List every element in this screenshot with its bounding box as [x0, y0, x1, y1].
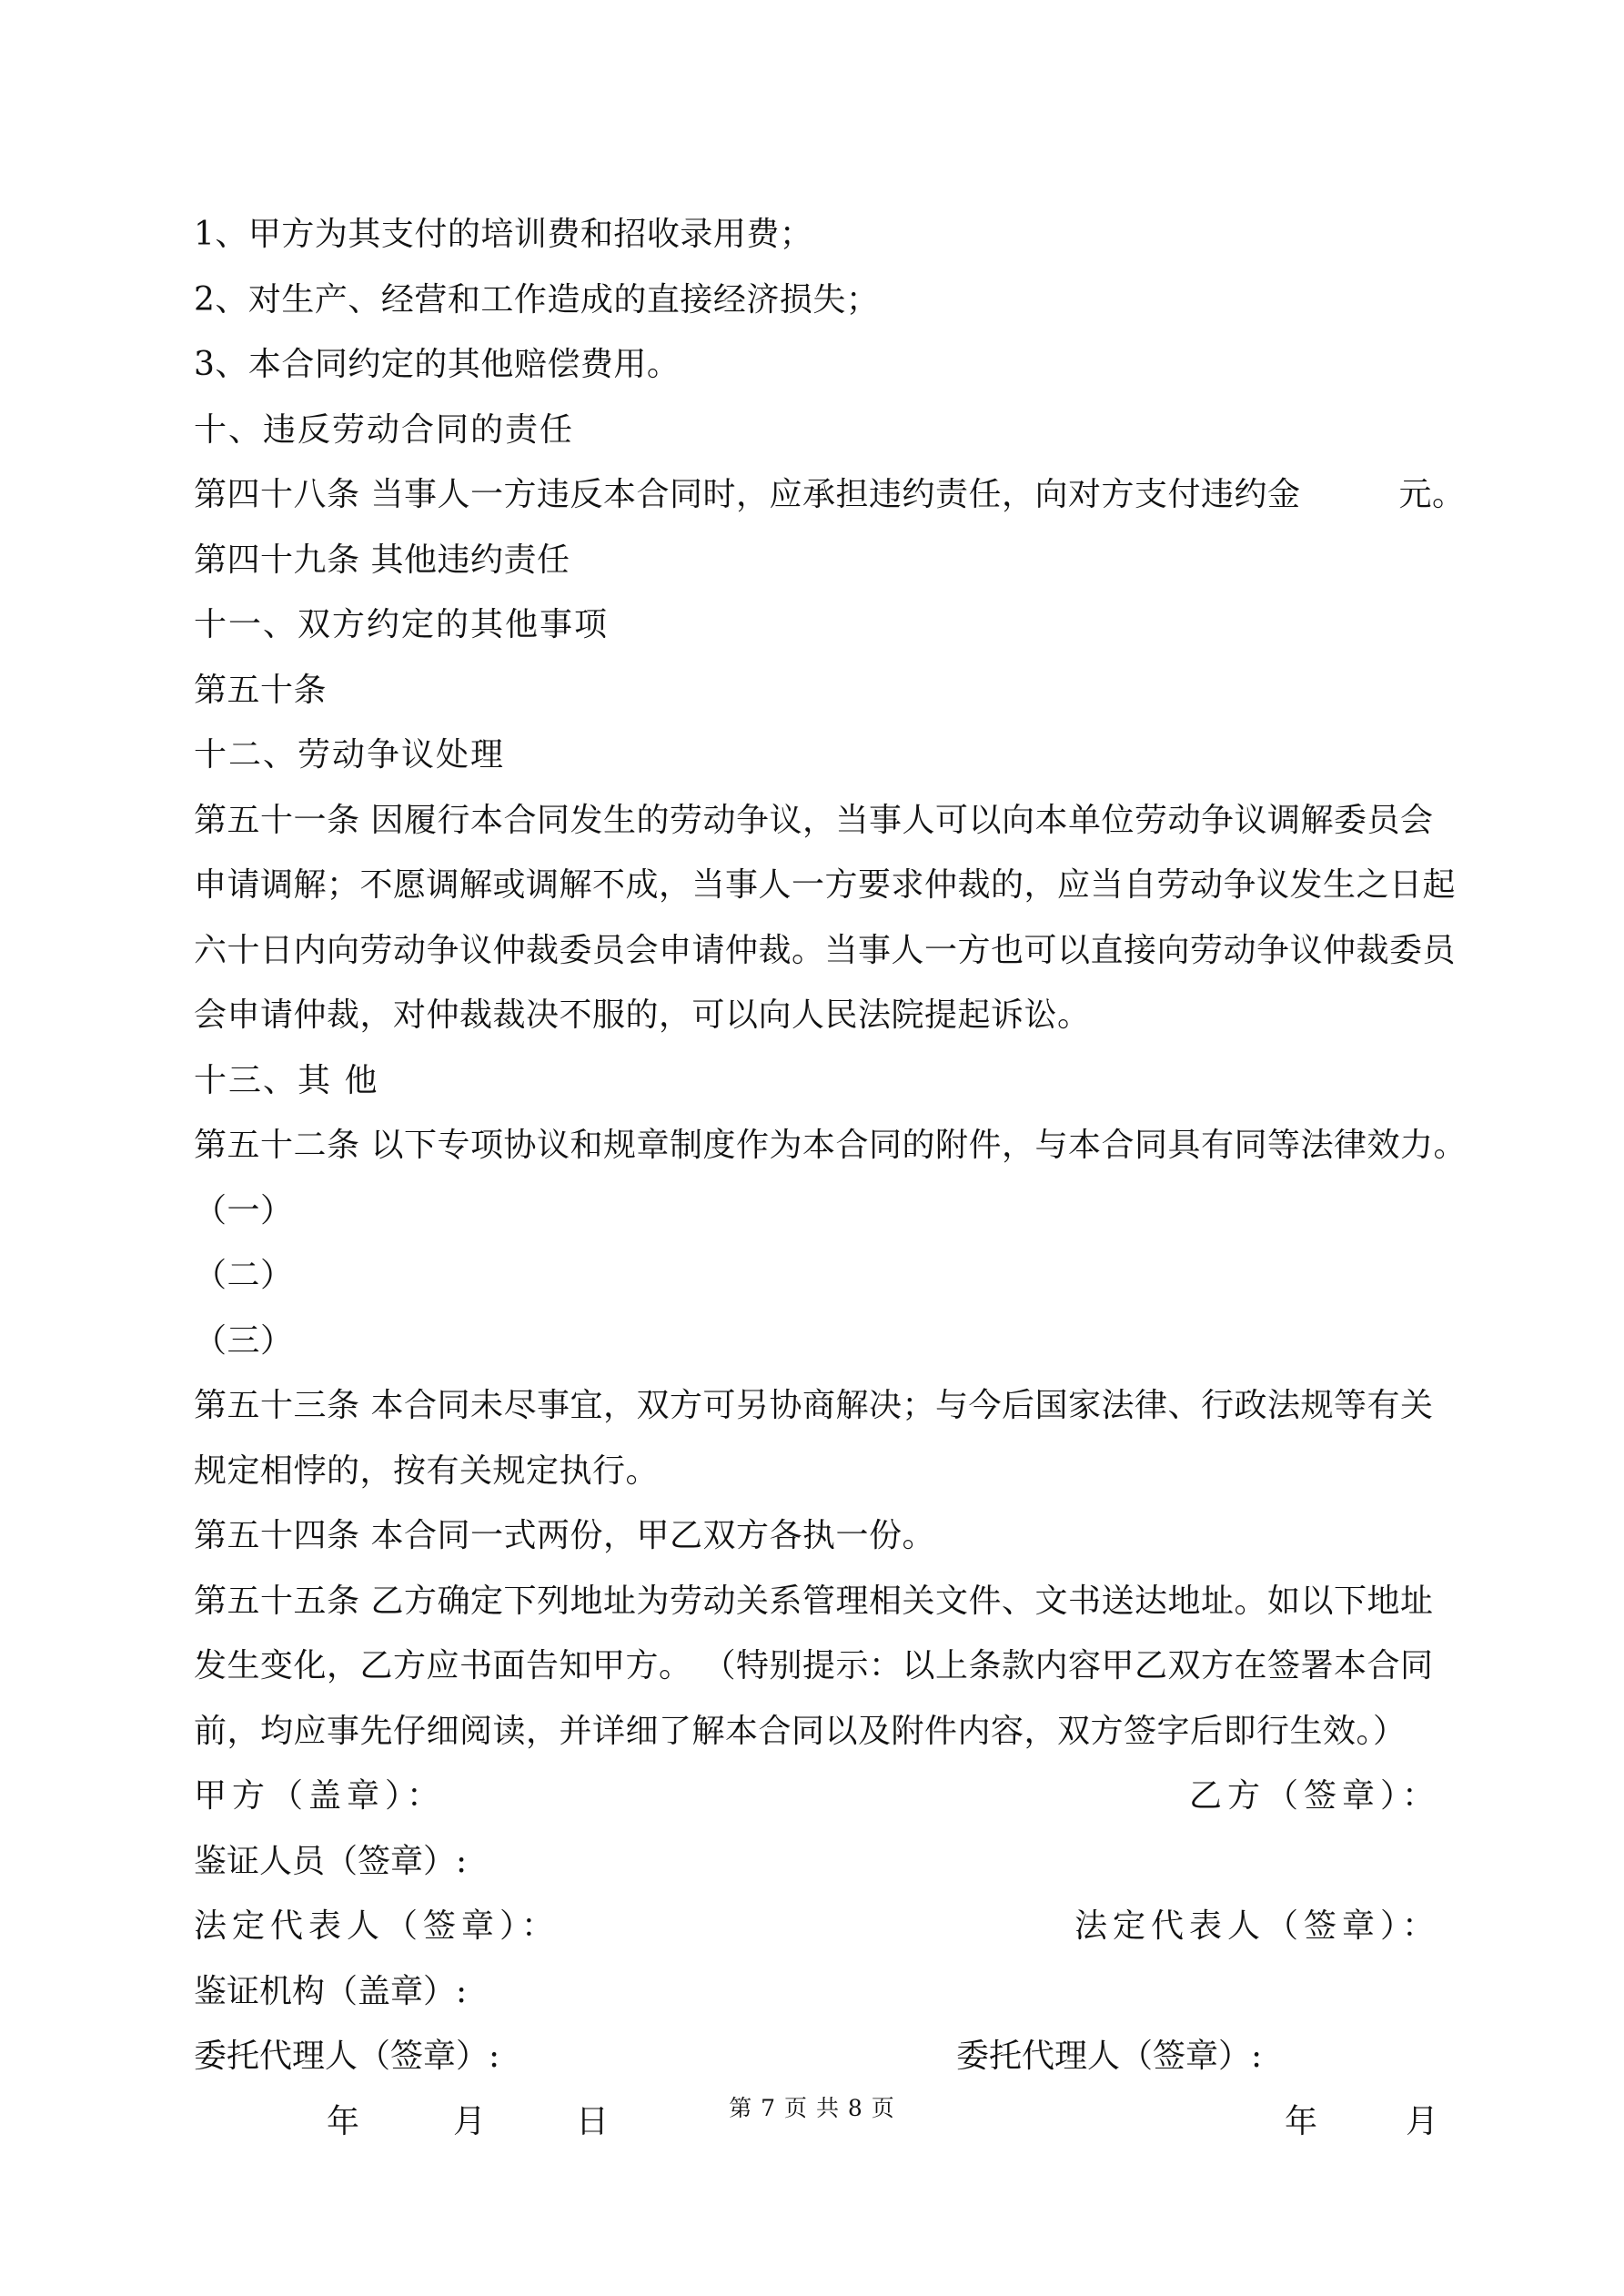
date-a-day: 日 [576, 2102, 610, 2140]
article-52: 第五十二条 以下专项协议和规章制度作为本合同的附件，与本合同具有同等法律效力。 [194, 1127, 1467, 1164]
signature-row-agency [194, 1959, 1440, 2025]
agency-seal-label: 鉴证机构（盖章）: [194, 1972, 468, 2010]
agent-b-label: 委托代理人（签章）: [956, 2038, 1263, 2075]
contract-body [194, 202, 1467, 2154]
article-55-line-1: 第五十五条 乙方确定下列地址为劳动关系管理相关文件、文书送达地址。如以下地址 [194, 1582, 1434, 1620]
section-heading-10: 十、违反劳动合同的责任 [194, 410, 575, 449]
article-48 [194, 462, 1466, 528]
attachment-item-2: （二） [194, 1257, 294, 1294]
page-number-footer: 第 7 页 共 8 页 [729, 2095, 895, 2121]
article-51-line-4: 会申请仲裁，对仲裁裁决不服的，可以向人民法院提起诉讼。 [194, 996, 1091, 1034]
article-55-line-2: 发生变化，乙方应书面告知甲方。 （特别提示：以上条款内容甲乙双方在签署本合同 [194, 1647, 1434, 1684]
attachment-item-3: （三） [194, 1321, 294, 1360]
signature-row-parties [194, 1764, 1440, 1829]
legal-rep-b-label: 法定代表人（签章）： [1074, 1907, 1440, 1945]
date-a-year: 年 [327, 2102, 360, 2140]
signature-row-agents [194, 2024, 1440, 2089]
signature-row-verifier [194, 1829, 1440, 1895]
article-51-line-3: 六十日内向劳动争议仲裁委员会申请仲裁。当事人一方也可以直接向劳动争议仲裁委员 [194, 931, 1457, 969]
clause-item-1: 1、甲方为其支付的培训费和招收录用费； [194, 216, 813, 253]
article-53-line-2: 规定相悖的，按有关规定执行。 [194, 1451, 660, 1490]
article-51-line-2: 申请调解；不愿调解或调解不成，当事人一方要求仲裁的，应当自劳动争议发生之日起 [194, 866, 1457, 904]
article-54: 第五十四条 本合同一式两份，甲乙双方各执一份。 [194, 1517, 935, 1554]
signature-row-legal-rep [194, 1894, 1440, 1959]
date-b-month: 月 [1406, 2102, 1439, 2140]
section-heading-12: 十二、劳动争议处理 [194, 736, 506, 774]
attachment-item-1: （一） [194, 1191, 294, 1229]
party-b-sign-label: 乙方（签章）： [1188, 1777, 1440, 1815]
article-49: 第四十九条 其他违约责任 [194, 541, 570, 579]
section-heading-11: 十一、双方约定的其他事项 [194, 606, 610, 643]
verifier-sign-label: 鉴证人员（签章）: [194, 1842, 468, 1880]
article-48-text: 第四十八条 当事人一方违反本合同时，应承担违约责任，向对方支付违约金 [194, 476, 1301, 513]
clause-item-3: 3、本合同约定的其他赔偿费用。 [194, 346, 681, 383]
agent-a-label: 委托代理人（签章）: [194, 2038, 500, 2075]
article-48-unit: 元。 [1398, 476, 1466, 513]
legal-rep-a-label: 法定代表人（签章）： [194, 1907, 560, 1945]
date-a-month: 月 [453, 2102, 487, 2140]
article-53-line-1: 第五十三条 本合同未尽事宜，双方可另协商解决；与今后国家法律、行政法规等有关 [194, 1387, 1434, 1424]
section-heading-13: 十三、其 他 [194, 1061, 379, 1099]
article-51-line-1: 第五十一条 因履行本合同发生的劳动争议，当事人可以向本单位劳动争议调解委员会 [194, 801, 1434, 839]
article-55-line-3: 前，均应事先仔细阅读，并详细了解本合同以及附件内容，双方签字后即行生效。） [194, 1712, 1407, 1750]
date-b-year: 年 [1285, 2102, 1318, 2140]
article-50: 第五十条 [194, 671, 328, 709]
party-a-seal-label: 甲方（盖章）： [194, 1777, 446, 1815]
clause-item-2: 2、对生产、经营和工作造成的直接经济损失； [194, 280, 880, 319]
